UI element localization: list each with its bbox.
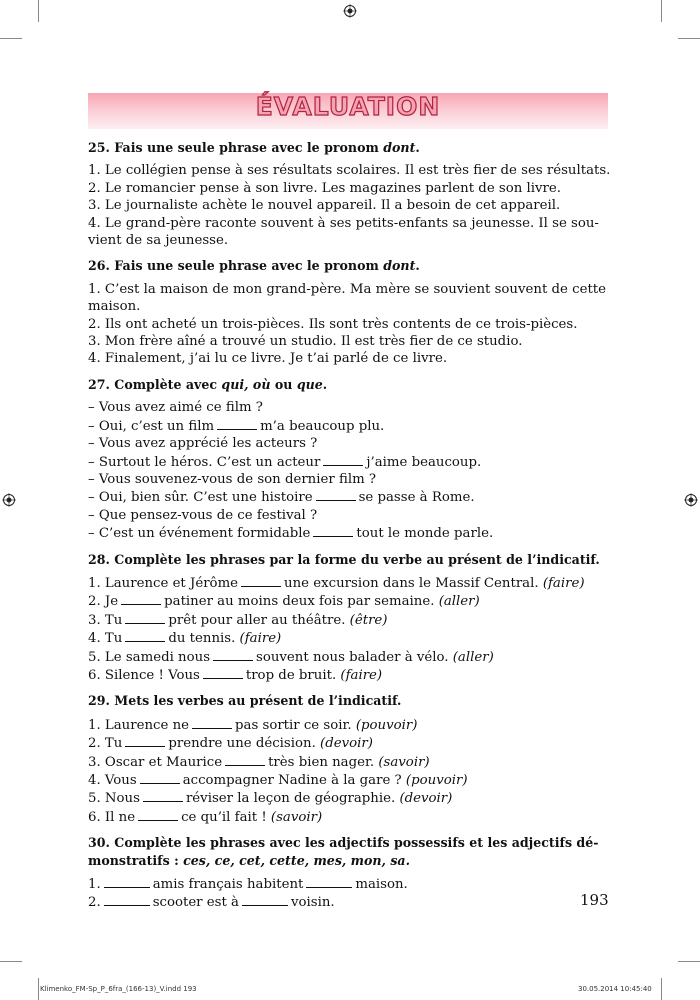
dialogue-line: – Vous avez apprécié les acteurs ? (88, 436, 318, 452)
sentence: 3. Le journaliste achète le nouvel appareil. Il a besoin de cet appareil. (88, 198, 561, 214)
dialogue-line: – C’est un événement formidable tout le monde parle. (88, 526, 494, 542)
verb-hint: (savoir) (378, 754, 430, 770)
exercise-25 (88, 139, 611, 249)
answer-blank[interactable] (306, 875, 352, 888)
crop-mark (678, 961, 700, 962)
exercise-content (88, 139, 611, 920)
exercise-heading: 26. Fais une seule phrase avec le pronom dont. (88, 258, 420, 274)
sentence: 6. Silence ! Vous trop de bruit. (faire) (88, 667, 383, 683)
answer-blank[interactable] (316, 488, 356, 501)
answer-blank[interactable] (192, 716, 232, 729)
dialogue-line: – Oui, c’est un film m’a beaucoup plu. (88, 418, 385, 434)
exercise-26 (88, 257, 608, 367)
sentence: vient de sa jeunesse. (88, 233, 229, 249)
sentence: 6. Il ne ce qu’il fait ! (savoir) (88, 809, 323, 825)
answer-blank[interactable] (125, 629, 165, 642)
exercise-heading: 28. Complète les phrases par la forme du verbe au présent de l’indicatif. (88, 551, 600, 567)
verb-hint: (aller) (438, 594, 480, 610)
verb-hint: (faire) (542, 575, 585, 591)
exercise-heading: 30. Complète les phrases avec les adjectifs possessifs et les adjectifs dé- monstratifs : ces, ce, cet, cette, mes, mon, sa. (88, 835, 599, 868)
answer-blank[interactable] (125, 734, 165, 747)
exercise-heading: 27. Complète avec qui, où ou que. (88, 376, 328, 392)
registration-mark-icon (343, 4, 357, 18)
answer-blank[interactable] (241, 574, 281, 587)
sentence: 3. Mon frère aîné a trouvé un studio. Il est très fier de ce studio. (88, 334, 523, 350)
crop-mark (661, 0, 662, 22)
dialogue-line: – Surtout le héros. C’est un acteur j’aime beaucoup. (88, 454, 482, 470)
sentence: 1. C’est la maison de mon grand-père. Ma mère se souvient souvent de cette (88, 281, 606, 297)
crop-mark (678, 38, 700, 39)
sentence: 1. Laurence ne pas sortir ce soir. (pouvoir) (88, 717, 418, 733)
verb-hint: (pouvoir) (355, 717, 418, 733)
sentence: 1. Le collégien pense à ses résultats scolaires. Il est très fier de ses résultats. (88, 163, 611, 179)
answer-blank[interactable] (125, 611, 165, 624)
answer-blank[interactable] (217, 417, 257, 430)
answer-blank[interactable] (121, 592, 161, 605)
page-title: ÉVALUATION (255, 92, 441, 121)
verb-hint: (savoir) (270, 809, 323, 825)
answer-blank[interactable] (225, 753, 265, 766)
sentence: 4. Le grand-père raconte souvent à ses petits-enfants sa jeunesse. Il se sou- (88, 215, 599, 231)
verb-hint: (être) (349, 612, 388, 628)
sentence: 4. Vous accompagner Nadine à la gare ? (pouvoir) (88, 773, 468, 788)
exercise-29 (88, 692, 608, 826)
sentence: 5. Nous réviser la leçon de géographie. (devoir) (88, 791, 453, 807)
crop-mark (0, 961, 22, 962)
crop-mark (0, 38, 22, 39)
footer-timestamp: 30.05.2014 10:45:40 (578, 985, 652, 993)
answer-blank[interactable] (242, 893, 288, 906)
exercise-27 (88, 376, 608, 543)
answer-blank[interactable] (104, 875, 150, 888)
sentence: 2. Le romancier pense à son livre. Les magazines parlent de son livre. (88, 180, 562, 196)
page-number: 193 (580, 891, 609, 909)
sentence: 1. Laurence et Jérôme une excursion dans le Massif Central. (faire) (88, 575, 585, 591)
exercise-heading: 25. Fais une seule phrase avec le pronom dont. (88, 140, 420, 155)
sentence: maison. (88, 299, 141, 315)
verb-hint: (faire) (340, 667, 383, 683)
answer-blank[interactable] (138, 808, 178, 821)
sentence: 4. Finalement, j’ai lu ce livre. Je t’ai parlé de ce livre. (88, 351, 448, 367)
verb-hint: (aller) (452, 649, 494, 665)
registration-mark-icon (2, 493, 16, 507)
dialogue-line: – Oui, bien sûr. C’est une histoire se passe à Rome. (88, 490, 475, 506)
dialogue-line: – Vous avez aimé ce film ? (88, 400, 263, 416)
verb-hint: (pouvoir) (405, 773, 468, 788)
verb-hint: (faire) (239, 631, 282, 647)
sentence: 3. Oscar et Maurice très bien nager. (savoir) (88, 754, 430, 770)
sentence: 3. Tu prêt pour aller au théâtre. (être) (88, 612, 388, 628)
crop-mark (38, 978, 39, 1000)
answer-blank[interactable] (313, 524, 353, 537)
sentence: 5. Le samedi nous souvent nous balader à vélo. (aller) (88, 649, 494, 665)
exercise-30 (88, 834, 608, 912)
answer-blank[interactable] (323, 453, 363, 466)
sentence: 2. Je patiner au moins deux fois par semaine. (aller) (88, 594, 480, 610)
footer-file-info: Klimenko_FM-Sp_P_6fra_(166-13)_V.indd 193 (40, 985, 197, 993)
answer-blank[interactable] (213, 648, 253, 661)
answer-blank[interactable] (203, 666, 243, 679)
dialogue-line: – Vous souvenez-vous de son dernier film ? (88, 471, 377, 487)
sentence: 2. scooter est à voisin. (88, 895, 335, 911)
exercise-28 (88, 551, 608, 685)
answer-blank[interactable] (104, 893, 150, 906)
sentence: 1. amis français habitent maison. (88, 877, 408, 893)
registration-mark-icon (684, 493, 698, 507)
verb-hint: (devoir) (320, 736, 373, 752)
sentence: 4. Tu du tennis. (faire) (88, 631, 282, 647)
sentence: 2. Ils ont acheté un trois-pièces. Ils sont très contents de ce trois-pièces. (88, 316, 578, 332)
sentence: 2. Tu prendre une décision. (devoir) (88, 736, 373, 752)
answer-blank[interactable] (143, 789, 183, 802)
answer-blank[interactable] (140, 771, 180, 784)
verb-hint: (devoir) (399, 791, 453, 807)
crop-mark (661, 978, 662, 1000)
crop-mark (38, 0, 39, 22)
dialogue-line: – Que pensez-vous de ce festival ? (88, 507, 318, 523)
exercise-heading: 29. Mets les verbes au présent de l’indicatif. (88, 693, 402, 709)
